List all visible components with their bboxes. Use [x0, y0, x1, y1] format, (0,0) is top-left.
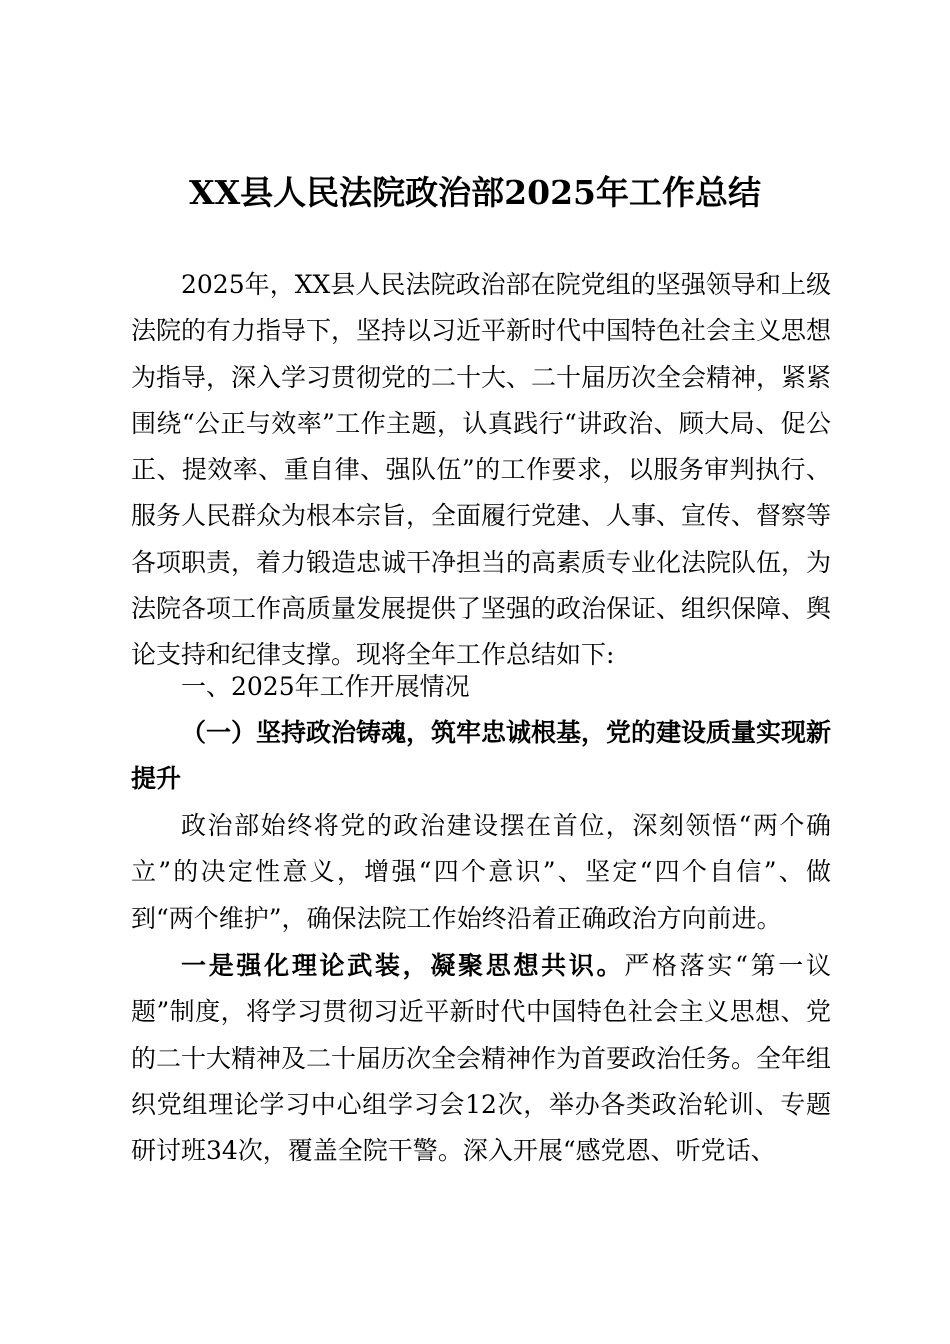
item-1-text: 严格落实“第一议题”制度，将学习贯彻习近平新时代中国特色社会主义思想、党的二十大精神及二十届历次全会精神作为首要政治任务。全年组织党组理论学习中心组学习会12次，举办各类政治轮训、专题研讨班34次，覆盖全院干警。深入开展“感党恩、听党话、	[131, 951, 832, 1166]
intro-paragraph: 2025年，XX县人民法院政治部在院党组的坚强领导和上级法院的有力指导下，坚持以习近平新时代中国特色社会主义思想为指导，深入学习贯彻党的二十大、二十届历次全会精神，紧紧围绕“公正与效率”工作主题，认真践行“讲政治、顾大局、促公正、提效率、重自律、强队伍”的工作要求，以服务审判执行、服务人民群众为根本宗旨，全面履行党建、人事、宣传、督察等各项职责，着力锻造忠诚干净担当的高素质专业化法院队伍，为法院各项工作高质量发展提供了坚强的政治保证、组织保障、舆论支持和纪律支撑。现将全年工作总结如下:	[131, 270, 832, 670]
subsection-heading-1: （一）坚持政治铸魂，筑牢忠诚根基，党的建设质量实现新提升	[131, 718, 832, 794]
document-title: XX县人民法院政治部2025年工作总结	[188, 173, 762, 212]
item-1-paragraph	[131, 943, 831, 1174]
item-1-lead: 一是强化理论武装，凝聚思想共识。	[181, 951, 625, 980]
subsection-1-paragraph: 政治部始终将党的政治建设摆在首位，深刻领悟“两个确立”的决定性意义，增强“四个意识”、坚定“四个自信”、做到“两个维护”，确保法院工作始终沿着正确政治方向前进。	[131, 811, 831, 933]
section-heading-1: 一、2025年工作开展情况	[181, 672, 470, 701]
